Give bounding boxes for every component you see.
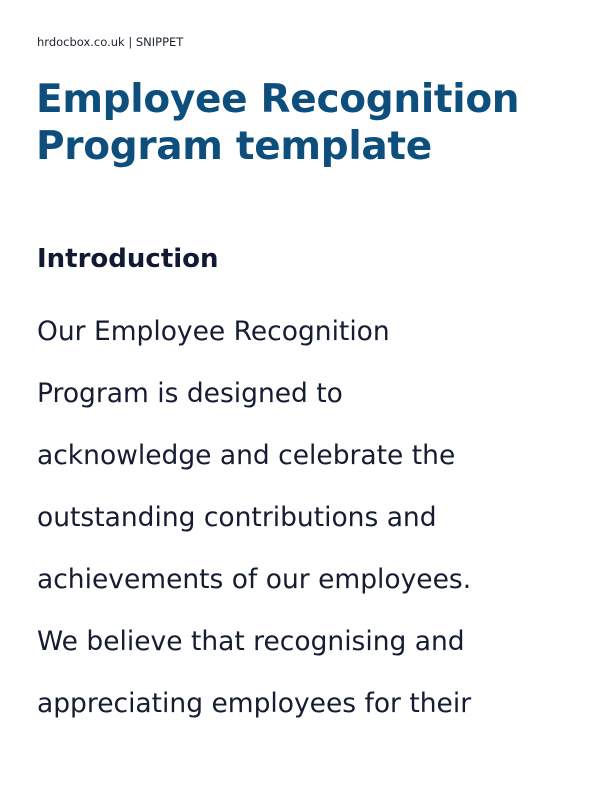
section-heading-introduction: Introduction [37, 244, 219, 274]
paragraph-line: We believe that recognising and [37, 626, 465, 657]
paragraph-line: outstanding contributions and [37, 502, 437, 533]
document-title-line-1: Employee Recognition [36, 77, 520, 122]
source-label: hrdocbox.co.uk | SNIPPET [37, 35, 184, 49]
document-title-line-2: Program template [36, 124, 432, 169]
introduction-paragraph [37, 309, 471, 743]
paragraph-line: Our Employee Recognition [37, 316, 390, 347]
paragraph-line: achievements of our employees. [37, 564, 472, 595]
paragraph-line: appreciating employees for their [37, 688, 472, 719]
paragraph-line: Program is designed to [37, 378, 343, 409]
document-title [36, 76, 596, 170]
paragraph-line: acknowledge and celebrate the [37, 440, 456, 471]
